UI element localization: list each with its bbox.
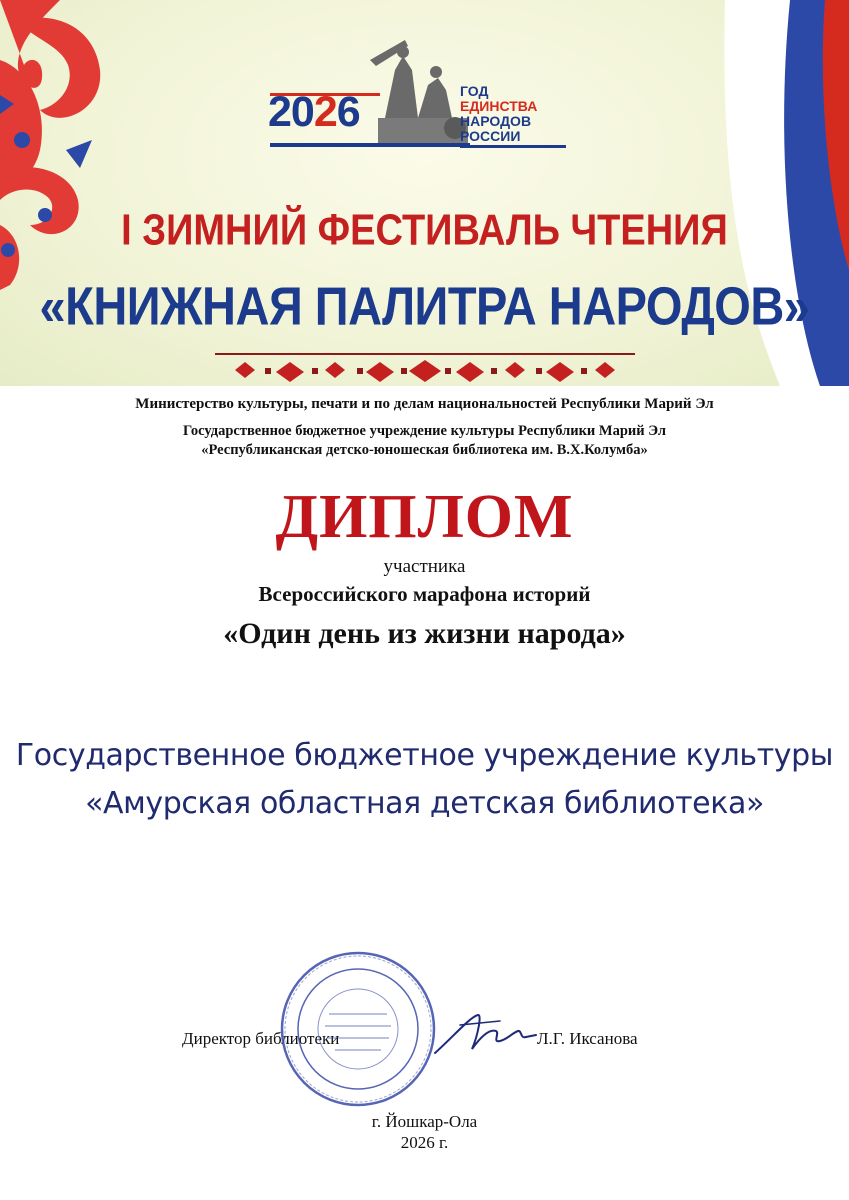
participant-label: участника: [383, 556, 466, 577]
city: г. Йошкар-Ола: [371, 1112, 478, 1131]
folk-ornament-divider: [215, 348, 635, 384]
event-line: Всероссийского марафона историй: [258, 582, 591, 606]
institution-line2: «Республиканская детско-юношеская библиотека им. В.Х.Колумба»: [201, 442, 648, 458]
director-position: Директор библиотеки: [182, 1029, 340, 1048]
header-banner: [0, 0, 849, 386]
ministry-name: Министерство культуры, печати и по делам национальностей Республики Марий Эл: [135, 396, 714, 412]
year-logo-bar-small: [460, 145, 566, 148]
monument-icon: [370, 40, 468, 146]
year-logo-number: 2026: [268, 88, 360, 136]
handwritten-signature: [430, 1005, 540, 1060]
recipient-line1: Государственное бюджетное учреждение культуры: [15, 738, 834, 773]
director-name: Л.Г. Иксанова: [537, 1029, 638, 1048]
festival-title-line2: «КНИЖНАЯ ПАЛИТРА НАРОДОВ»: [39, 275, 810, 336]
official-stamp: [279, 950, 437, 1108]
year-logo-text: ГОД ЕДИНСТВА НАРОДОВ РОССИИ: [460, 83, 538, 144]
year-logo-bar-blue: [270, 143, 470, 147]
event-name: «Один день из жизни народа»: [223, 617, 626, 650]
recipient-line2: «Амурская областная детская библиотека»: [85, 786, 764, 821]
issue-year: 2026 г.: [400, 1133, 449, 1152]
festival-title-line1: I ЗИМНИЙ ФЕСТИВАЛЬ ЧТЕНИЯ: [121, 206, 728, 256]
institution-line1: Государственное бюджетное учреждение культуры Республики Марий Эл: [182, 423, 667, 439]
diploma-title: ДИПЛОМ: [275, 483, 574, 551]
